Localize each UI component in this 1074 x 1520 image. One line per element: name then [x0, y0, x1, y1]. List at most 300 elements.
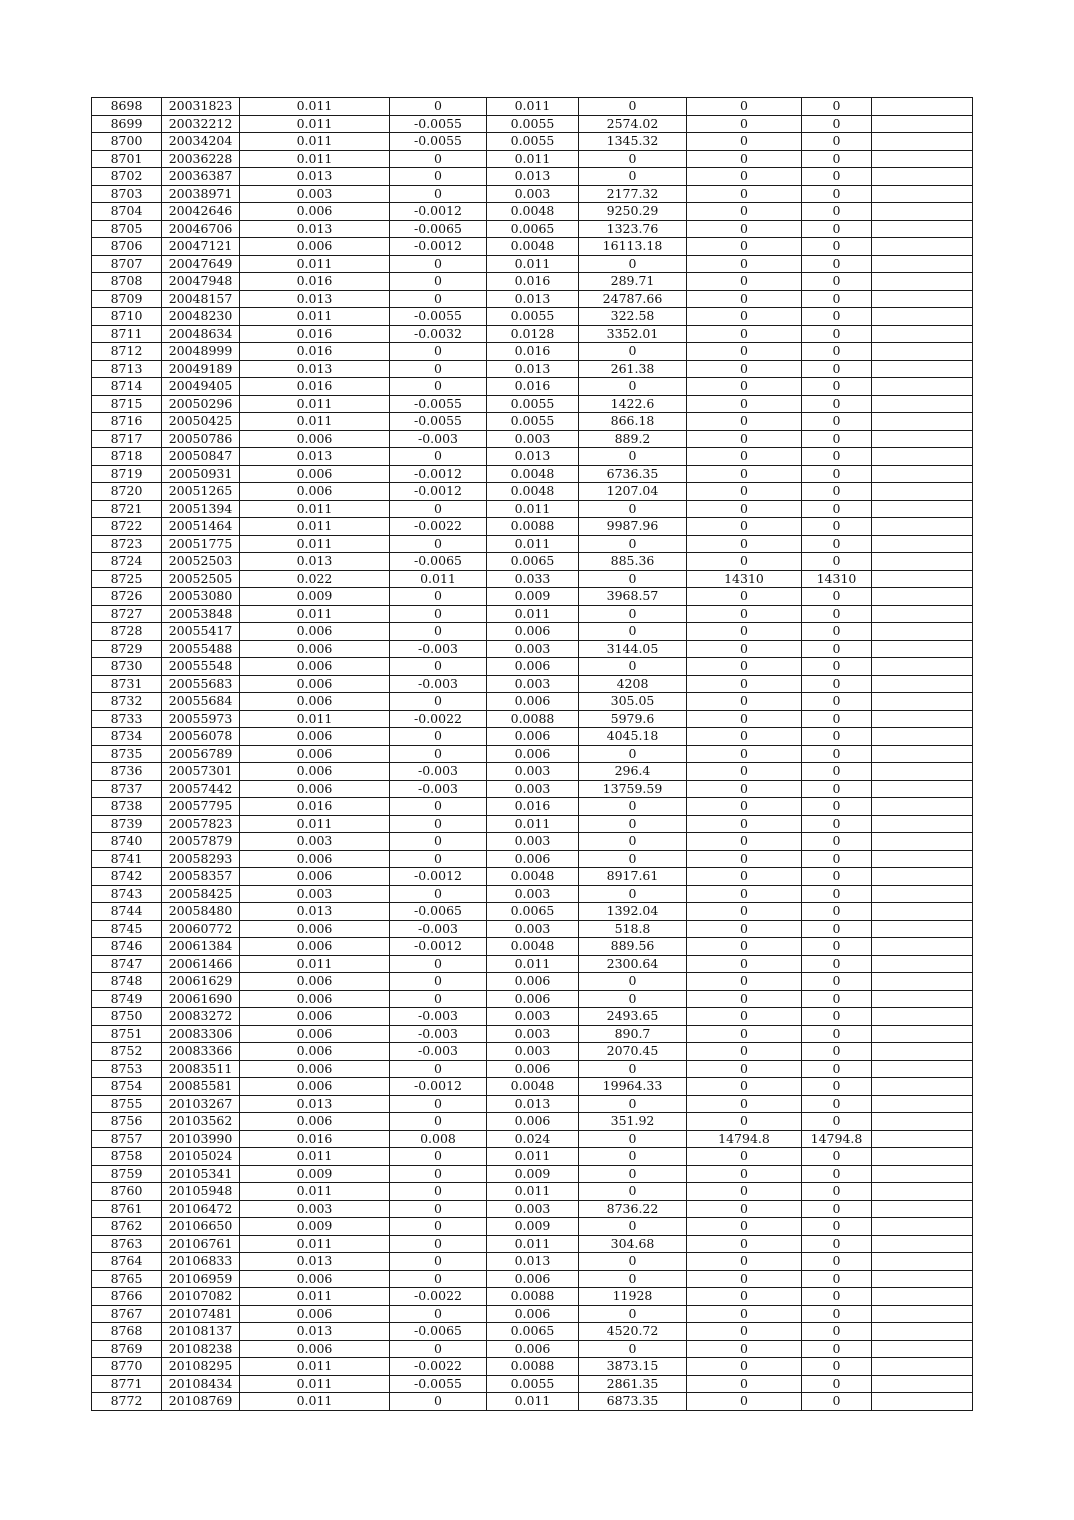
cell-blank — [872, 448, 973, 466]
cell-net-rate: 0.0055 — [487, 308, 579, 326]
cell-amount: 0 — [579, 343, 687, 361]
cell-value-b: 0 — [802, 588, 872, 606]
cell-rate: 0.006 — [240, 1025, 390, 1043]
cell-row-index: 8703 — [92, 185, 162, 203]
cell-adjustment: -0.003 — [390, 763, 487, 781]
cell-adjustment: 0 — [390, 343, 487, 361]
table-row — [92, 833, 973, 851]
cell-amount: 0 — [579, 98, 687, 116]
cell-amount: 0 — [579, 1183, 687, 1201]
cell-row-index: 8699 — [92, 115, 162, 133]
cell-record-id: 20049405 — [162, 378, 240, 396]
cell-blank — [872, 378, 973, 396]
cell-rate: 0.006 — [240, 1060, 390, 1078]
cell-blank — [872, 973, 973, 991]
cell-record-id: 20047948 — [162, 273, 240, 291]
cell-rate: 0.006 — [240, 728, 390, 746]
cell-row-index: 8748 — [92, 973, 162, 991]
cell-net-rate: 0.011 — [487, 500, 579, 518]
cell-value-a: 0 — [687, 710, 802, 728]
cell-blank — [872, 780, 973, 798]
cell-row-index: 8744 — [92, 903, 162, 921]
cell-record-id: 20058357 — [162, 868, 240, 886]
cell-blank — [872, 675, 973, 693]
cell-value-a: 0 — [687, 973, 802, 991]
cell-record-id: 20083511 — [162, 1060, 240, 1078]
cell-value-a: 0 — [687, 815, 802, 833]
cell-adjustment: -0.003 — [390, 640, 487, 658]
cell-value-a: 0 — [687, 115, 802, 133]
cell-rate: 0.006 — [240, 1008, 390, 1026]
cell-value-b: 0 — [802, 150, 872, 168]
cell-value-b: 0 — [802, 483, 872, 501]
cell-row-index: 8716 — [92, 413, 162, 431]
cell-record-id: 20055973 — [162, 710, 240, 728]
cell-record-id: 20061690 — [162, 990, 240, 1008]
table-row — [92, 1113, 973, 1131]
cell-adjustment: 0 — [390, 1060, 487, 1078]
cell-record-id: 20106761 — [162, 1235, 240, 1253]
cell-value-a: 0 — [687, 605, 802, 623]
table-row — [92, 1095, 973, 1113]
cell-record-id: 20055417 — [162, 623, 240, 641]
cell-net-rate: 0.011 — [487, 815, 579, 833]
cell-blank — [872, 483, 973, 501]
cell-blank — [872, 1148, 973, 1166]
cell-blank — [872, 290, 973, 308]
cell-value-a: 0 — [687, 1113, 802, 1131]
cell-value-a: 0 — [687, 728, 802, 746]
cell-value-b: 0 — [802, 1393, 872, 1411]
cell-value-a: 0 — [687, 850, 802, 868]
cell-net-rate: 0.003 — [487, 640, 579, 658]
cell-adjustment: 0 — [390, 658, 487, 676]
cell-adjustment: 0 — [390, 1200, 487, 1218]
cell-record-id: 20052505 — [162, 570, 240, 588]
cell-record-id: 20038971 — [162, 185, 240, 203]
cell-rate: 0.011 — [240, 1183, 390, 1201]
cell-blank — [872, 1358, 973, 1376]
cell-blank — [872, 1043, 973, 1061]
cell-value-a: 0 — [687, 1270, 802, 1288]
cell-blank — [872, 185, 973, 203]
table-row — [92, 1288, 973, 1306]
cell-net-rate: 0.0088 — [487, 710, 579, 728]
cell-record-id: 20056078 — [162, 728, 240, 746]
table-row — [92, 273, 973, 291]
cell-adjustment: -0.0065 — [390, 553, 487, 571]
cell-adjustment: -0.0022 — [390, 710, 487, 728]
cell-blank — [872, 325, 973, 343]
cell-record-id: 20034204 — [162, 133, 240, 151]
cell-net-rate: 0.0048 — [487, 465, 579, 483]
cell-net-rate: 0.006 — [487, 973, 579, 991]
cell-record-id: 20057879 — [162, 833, 240, 851]
cell-net-rate: 0.003 — [487, 675, 579, 693]
cell-row-index: 8717 — [92, 430, 162, 448]
cell-value-a: 14310 — [687, 570, 802, 588]
cell-net-rate: 0.006 — [487, 850, 579, 868]
cell-blank — [872, 1340, 973, 1358]
cell-value-a: 0 — [687, 168, 802, 186]
cell-rate: 0.013 — [240, 1253, 390, 1271]
cell-amount: 2177.32 — [579, 185, 687, 203]
cell-record-id: 20058425 — [162, 885, 240, 903]
cell-blank — [872, 168, 973, 186]
cell-blank — [872, 1078, 973, 1096]
cell-value-a: 0 — [687, 203, 802, 221]
cell-record-id: 20048634 — [162, 325, 240, 343]
cell-net-rate: 0.0065 — [487, 553, 579, 571]
cell-amount: 0 — [579, 1270, 687, 1288]
cell-net-rate: 0.003 — [487, 763, 579, 781]
cell-amount: 305.05 — [579, 693, 687, 711]
table-row — [92, 955, 973, 973]
cell-record-id: 20050847 — [162, 448, 240, 466]
cell-rate: 0.006 — [240, 1113, 390, 1131]
cell-value-a: 0 — [687, 413, 802, 431]
cell-amount: 5979.6 — [579, 710, 687, 728]
cell-adjustment: 0 — [390, 1270, 487, 1288]
cell-record-id: 20048157 — [162, 290, 240, 308]
cell-record-id: 20032212 — [162, 115, 240, 133]
cell-value-b: 0 — [802, 1183, 872, 1201]
cell-adjustment: -0.0012 — [390, 1078, 487, 1096]
table-row — [92, 168, 973, 186]
cell-row-index: 8761 — [92, 1200, 162, 1218]
cell-value-b: 0 — [802, 360, 872, 378]
cell-amount: 0 — [579, 658, 687, 676]
cell-value-a: 0 — [687, 308, 802, 326]
cell-blank — [872, 238, 973, 256]
cell-value-b: 14794.8 — [802, 1130, 872, 1148]
cell-adjustment: 0 — [390, 728, 487, 746]
table-row — [92, 378, 973, 396]
cell-rate: 0.011 — [240, 1288, 390, 1306]
cell-value-b: 0 — [802, 1200, 872, 1218]
cell-value-a: 14794.8 — [687, 1130, 802, 1148]
cell-value-a: 0 — [687, 1008, 802, 1026]
cell-adjustment: -0.0012 — [390, 483, 487, 501]
cell-row-index: 8710 — [92, 308, 162, 326]
cell-value-a: 0 — [687, 1340, 802, 1358]
cell-adjustment: 0 — [390, 1095, 487, 1113]
cell-adjustment: 0 — [390, 1235, 487, 1253]
cell-blank — [872, 1253, 973, 1271]
cell-value-b: 0 — [802, 1340, 872, 1358]
cell-amount: 351.92 — [579, 1113, 687, 1131]
cell-blank — [872, 1218, 973, 1236]
cell-record-id: 20042646 — [162, 203, 240, 221]
cell-row-index: 8771 — [92, 1375, 162, 1393]
cell-value-b: 0 — [802, 133, 872, 151]
cell-adjustment: 0 — [390, 1148, 487, 1166]
cell-amount: 3144.05 — [579, 640, 687, 658]
cell-adjustment: 0 — [390, 1393, 487, 1411]
cell-value-b: 0 — [802, 955, 872, 973]
cell-net-rate: 0.011 — [487, 1148, 579, 1166]
cell-rate: 0.006 — [240, 483, 390, 501]
cell-net-rate: 0.0055 — [487, 395, 579, 413]
cell-rate: 0.006 — [240, 1078, 390, 1096]
cell-adjustment: -0.0012 — [390, 203, 487, 221]
cell-value-a: 0 — [687, 290, 802, 308]
cell-row-index: 8758 — [92, 1148, 162, 1166]
cell-row-index: 8701 — [92, 150, 162, 168]
cell-amount: 866.18 — [579, 413, 687, 431]
cell-amount: 2574.02 — [579, 115, 687, 133]
cell-rate: 0.011 — [240, 710, 390, 728]
table-row — [92, 185, 973, 203]
cell-amount: 0 — [579, 150, 687, 168]
cell-blank — [872, 903, 973, 921]
cell-value-b: 0 — [802, 255, 872, 273]
cell-net-rate: 0.003 — [487, 885, 579, 903]
cell-adjustment: 0 — [390, 500, 487, 518]
cell-row-index: 8711 — [92, 325, 162, 343]
cell-row-index: 8766 — [92, 1288, 162, 1306]
cell-amount: 4208 — [579, 675, 687, 693]
table-row — [92, 220, 973, 238]
cell-row-index: 8715 — [92, 395, 162, 413]
cell-value-a: 0 — [687, 255, 802, 273]
cell-value-b: 0 — [802, 990, 872, 1008]
table-row — [92, 815, 973, 833]
cell-value-a: 0 — [687, 1148, 802, 1166]
cell-amount: 0 — [579, 500, 687, 518]
cell-amount: 2300.64 — [579, 955, 687, 973]
cell-record-id: 20052503 — [162, 553, 240, 571]
cell-record-id: 20106472 — [162, 1200, 240, 1218]
cell-adjustment: 0 — [390, 168, 487, 186]
cell-amount: 4520.72 — [579, 1323, 687, 1341]
cell-row-index: 8763 — [92, 1235, 162, 1253]
table-row — [92, 588, 973, 606]
cell-blank — [872, 1025, 973, 1043]
cell-rate: 0.011 — [240, 1148, 390, 1166]
cell-record-id: 20085581 — [162, 1078, 240, 1096]
cell-rate: 0.011 — [240, 308, 390, 326]
cell-rate: 0.006 — [240, 623, 390, 641]
cell-blank — [872, 150, 973, 168]
cell-rate: 0.011 — [240, 1235, 390, 1253]
cell-net-rate: 0.0065 — [487, 1323, 579, 1341]
cell-record-id: 20106959 — [162, 1270, 240, 1288]
cell-rate: 0.006 — [240, 938, 390, 956]
cell-value-a: 0 — [687, 1358, 802, 1376]
cell-adjustment: 0 — [390, 448, 487, 466]
table-row — [92, 693, 973, 711]
cell-amount: 261.38 — [579, 360, 687, 378]
cell-value-b: 0 — [802, 1043, 872, 1061]
cell-record-id: 20048230 — [162, 308, 240, 326]
cell-blank — [872, 1200, 973, 1218]
cell-net-rate: 0.0048 — [487, 938, 579, 956]
cell-amount: 0 — [579, 623, 687, 641]
cell-value-a: 0 — [687, 483, 802, 501]
cell-blank — [872, 815, 973, 833]
cell-amount: 0 — [579, 1340, 687, 1358]
cell-row-index: 8732 — [92, 693, 162, 711]
cell-value-b: 0 — [802, 448, 872, 466]
table-row — [92, 290, 973, 308]
cell-rate: 0.006 — [240, 465, 390, 483]
cell-record-id: 20060772 — [162, 920, 240, 938]
cell-rate: 0.009 — [240, 1165, 390, 1183]
cell-net-rate: 0.0088 — [487, 1288, 579, 1306]
cell-amount: 289.71 — [579, 273, 687, 291]
cell-blank — [872, 605, 973, 623]
cell-adjustment: 0 — [390, 850, 487, 868]
cell-row-index: 8719 — [92, 465, 162, 483]
cell-value-b: 0 — [802, 1358, 872, 1376]
cell-value-b: 0 — [802, 1235, 872, 1253]
cell-value-b: 0 — [802, 605, 872, 623]
table-row — [92, 115, 973, 133]
cell-value-a: 0 — [687, 868, 802, 886]
cell-value-a: 0 — [687, 833, 802, 851]
cell-row-index: 8704 — [92, 203, 162, 221]
cell-row-index: 8720 — [92, 483, 162, 501]
cell-value-a: 0 — [687, 1323, 802, 1341]
cell-value-a: 0 — [687, 1183, 802, 1201]
cell-value-a: 0 — [687, 360, 802, 378]
cell-value-a: 0 — [687, 395, 802, 413]
cell-row-index: 8723 — [92, 535, 162, 553]
cell-amount: 0 — [579, 815, 687, 833]
cell-blank — [872, 430, 973, 448]
cell-blank — [872, 1095, 973, 1113]
cell-value-a: 0 — [687, 518, 802, 536]
cell-amount: 19964.33 — [579, 1078, 687, 1096]
cell-value-b: 0 — [802, 430, 872, 448]
cell-blank — [872, 395, 973, 413]
cell-net-rate: 0.006 — [487, 1270, 579, 1288]
cell-adjustment: 0 — [390, 885, 487, 903]
cell-adjustment: -0.003 — [390, 430, 487, 448]
cell-value-b: 0 — [802, 675, 872, 693]
cell-blank — [872, 745, 973, 763]
table-row — [92, 1305, 973, 1323]
cell-net-rate: 0.006 — [487, 1113, 579, 1131]
cell-adjustment: 0 — [390, 1113, 487, 1131]
cell-record-id: 20050931 — [162, 465, 240, 483]
cell-net-rate: 0.006 — [487, 745, 579, 763]
cell-row-index: 8713 — [92, 360, 162, 378]
cell-row-index: 8757 — [92, 1130, 162, 1148]
cell-row-index: 8739 — [92, 815, 162, 833]
cell-value-b: 0 — [802, 553, 872, 571]
cell-net-rate: 0.0055 — [487, 115, 579, 133]
cell-record-id: 20061629 — [162, 973, 240, 991]
cell-blank — [872, 588, 973, 606]
cell-record-id: 20050425 — [162, 413, 240, 431]
cell-amount: 1345.32 — [579, 133, 687, 151]
cell-value-a: 0 — [687, 500, 802, 518]
cell-net-rate: 0.003 — [487, 185, 579, 203]
cell-rate: 0.011 — [240, 1358, 390, 1376]
table-row — [92, 1148, 973, 1166]
cell-adjustment: 0 — [390, 273, 487, 291]
cell-blank — [872, 1393, 973, 1411]
cell-adjustment: -0.003 — [390, 1043, 487, 1061]
cell-adjustment: 0 — [390, 1165, 487, 1183]
cell-row-index: 8702 — [92, 168, 162, 186]
cell-value-b: 0 — [802, 938, 872, 956]
cell-blank — [872, 133, 973, 151]
table-row — [92, 500, 973, 518]
cell-amount: 0 — [579, 448, 687, 466]
cell-value-b: 0 — [802, 1113, 872, 1131]
cell-blank — [872, 1270, 973, 1288]
cell-rate: 0.006 — [240, 850, 390, 868]
cell-row-index: 8753 — [92, 1060, 162, 1078]
cell-blank — [872, 273, 973, 291]
cell-row-index: 8755 — [92, 1095, 162, 1113]
cell-value-a: 0 — [687, 938, 802, 956]
table-row — [92, 675, 973, 693]
cell-record-id: 20057823 — [162, 815, 240, 833]
cell-blank — [872, 640, 973, 658]
table-row — [92, 1323, 973, 1341]
cell-value-b: 0 — [802, 640, 872, 658]
cell-value-b: 0 — [802, 1060, 872, 1078]
cell-net-rate: 0.0088 — [487, 1358, 579, 1376]
cell-net-rate: 0.013 — [487, 290, 579, 308]
cell-value-a: 0 — [687, 1393, 802, 1411]
table-row — [92, 938, 973, 956]
cell-adjustment: -0.003 — [390, 675, 487, 693]
cell-record-id: 20051464 — [162, 518, 240, 536]
cell-amount: 0 — [579, 885, 687, 903]
cell-value-b: 0 — [802, 1025, 872, 1043]
table-row — [92, 308, 973, 326]
cell-rate: 0.006 — [240, 780, 390, 798]
cell-net-rate: 0.011 — [487, 98, 579, 116]
cell-net-rate: 0.003 — [487, 1200, 579, 1218]
table-row — [92, 413, 973, 431]
cell-rate: 0.006 — [240, 658, 390, 676]
cell-value-a: 0 — [687, 448, 802, 466]
table-row — [92, 535, 973, 553]
cell-amount: 16113.18 — [579, 238, 687, 256]
cell-value-b: 0 — [802, 413, 872, 431]
table-row — [92, 360, 973, 378]
cell-record-id: 20047649 — [162, 255, 240, 273]
cell-blank — [872, 1008, 973, 1026]
cell-rate: 0.006 — [240, 675, 390, 693]
cell-value-b: 0 — [802, 763, 872, 781]
table-row — [92, 973, 973, 991]
cell-amount: 0 — [579, 1253, 687, 1271]
table-row — [92, 518, 973, 536]
cell-rate: 0.016 — [240, 273, 390, 291]
cell-rate: 0.013 — [240, 553, 390, 571]
cell-value-a: 0 — [687, 343, 802, 361]
cell-adjustment: 0 — [390, 378, 487, 396]
cell-value-b: 0 — [802, 1270, 872, 1288]
cell-value-a: 0 — [687, 1235, 802, 1253]
cell-net-rate: 0.003 — [487, 833, 579, 851]
cell-row-index: 8729 — [92, 640, 162, 658]
cell-value-b: 0 — [802, 220, 872, 238]
cell-rate: 0.011 — [240, 413, 390, 431]
table-row — [92, 885, 973, 903]
cell-adjustment: 0 — [390, 973, 487, 991]
table-row — [92, 990, 973, 1008]
cell-record-id: 20105341 — [162, 1165, 240, 1183]
cell-record-id: 20108238 — [162, 1340, 240, 1358]
